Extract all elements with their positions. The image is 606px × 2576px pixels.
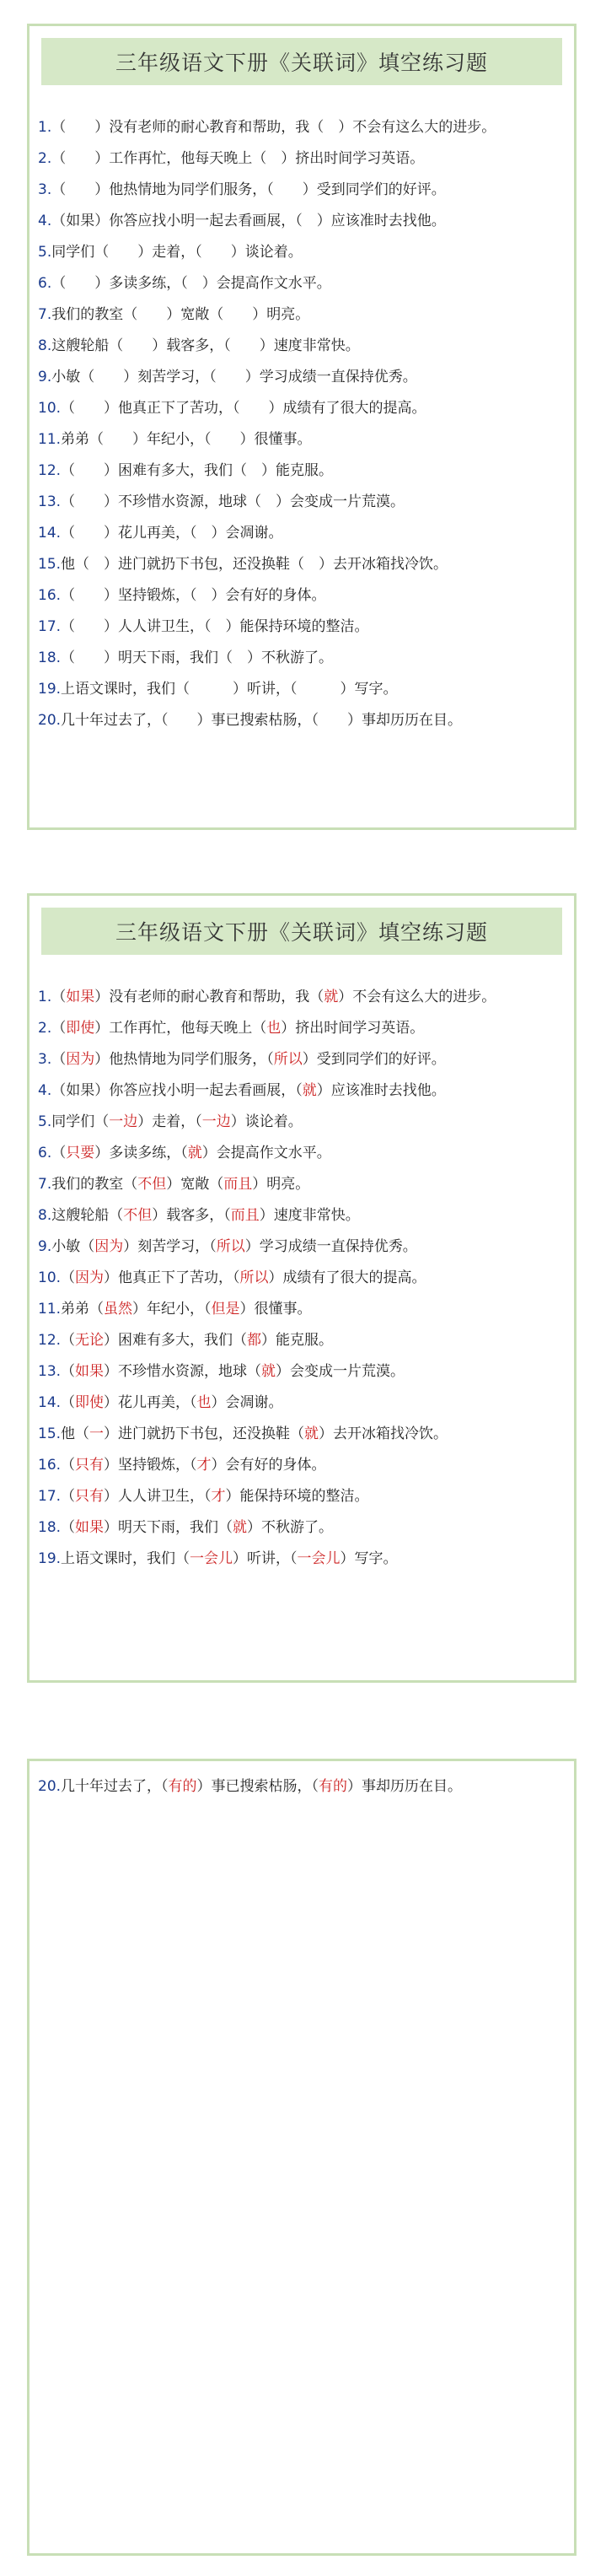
text-segment: （ ）他真正下了苦功，（ ）成绩有了很大的提高。 [61, 400, 426, 417]
item-number: 4. [38, 213, 52, 229]
question-item [38, 112, 566, 143]
item-number: 20. [38, 712, 62, 729]
question-item [38, 705, 566, 736]
item-text [51, 237, 566, 268]
text-segment: （ [51, 1051, 67, 1068]
item-number: 8. [38, 1207, 52, 1224]
text-segment: 弟弟（ ）年纪小，（ ）很懂事。 [61, 431, 312, 448]
text-segment: 小敏（ [51, 1238, 95, 1255]
text-segment: ）成绩有了很大的提高。 [268, 1269, 426, 1286]
answer-word: 而且 [230, 1207, 260, 1224]
item-number: 7. [38, 306, 52, 323]
item-number: 13. [38, 1363, 62, 1380]
item-text [61, 1294, 566, 1325]
item-number: 3. [38, 181, 52, 198]
answer-word: 如果 [75, 1519, 105, 1536]
answer-item [38, 1771, 566, 1803]
item-number: 15. [38, 1425, 62, 1442]
item-number: 12. [38, 1332, 62, 1349]
answer-word: 一边 [109, 1113, 138, 1130]
answer-word: 只有 [75, 1457, 105, 1474]
answer-word: 无论 [75, 1332, 105, 1349]
text-segment: ）没有老师的耐心教育和帮助，我（ [94, 989, 324, 1005]
item-text [51, 1044, 566, 1075]
question-item [38, 487, 566, 518]
text-segment: ）走着，（ [137, 1113, 202, 1130]
text-segment: ）能保持环境的整洁。 [225, 1488, 369, 1505]
item-number: 6. [38, 275, 52, 292]
text-segment: （ ）花儿再美，（ ）会凋谢。 [61, 525, 283, 542]
item-text [51, 1200, 566, 1231]
answer-word: 而且 [223, 1176, 253, 1193]
text-segment: ）花儿再美，（ [104, 1394, 197, 1411]
question-item [38, 393, 566, 424]
answer-word: 就 [304, 1425, 319, 1442]
item-number: 11. [38, 431, 62, 448]
item-text [61, 1481, 566, 1512]
text-segment: ）进门就扔下书包，还没换鞋（ [104, 1425, 305, 1442]
text-segment: （ [61, 1519, 76, 1536]
text-segment: 小敏（ ）刻苦学习，（ ）学习成绩一直保持优秀。 [51, 369, 417, 385]
text-segment: ）刻苦学习，（ [123, 1238, 217, 1255]
text-segment: （ ）坚持锻炼，（ ）会有好的身体。 [61, 587, 326, 604]
answer-word: 所以 [239, 1269, 269, 1286]
text-segment: （ ）没有老师的耐心教育和帮助，我（ ）不会有这么大的进步。 [51, 119, 496, 136]
question-item [38, 175, 566, 206]
question-item [38, 299, 566, 331]
answer-word: 有的 [319, 1778, 348, 1795]
item-number: 18. [38, 1519, 62, 1536]
item-text [61, 1356, 566, 1388]
text-segment: （ ）多读多练，（ ）会提高作文水平。 [51, 275, 331, 292]
item-text [61, 674, 566, 705]
item-text [61, 1388, 566, 1419]
item-number: 11. [38, 1301, 62, 1318]
text-segment: ）工作再忙，他每天晚上（ [94, 1020, 267, 1037]
item-text [61, 518, 566, 549]
text-segment: ）应该准时去找他。 [316, 1082, 446, 1099]
answer-word: 虽然 [104, 1301, 133, 1318]
item-number: 5. [38, 244, 52, 261]
answer-word: 如果 [75, 1363, 105, 1380]
item-text [51, 175, 566, 206]
text-segment: （如果）你答应找小明一起去看画展，（ [51, 1082, 303, 1099]
text-segment: （ [61, 1457, 76, 1474]
text-segment: ）听讲，（ [233, 1550, 298, 1567]
text-segment: ）载客多，（ [152, 1207, 231, 1224]
text-segment: 我们的教室（ ）宽敞（ ）明亮。 [51, 306, 310, 323]
answer-item [38, 1107, 566, 1138]
item-text [61, 549, 566, 580]
item-number: 14. [38, 1394, 62, 1411]
question-item [38, 206, 566, 237]
text-segment: （ ）他热情地为同学们服务，（ ）受到同学们的好评。 [51, 181, 446, 198]
text-segment: 他（ [61, 1425, 90, 1442]
text-segment: ）人人讲卫生，（ [104, 1488, 212, 1505]
item-number: 1. [38, 119, 52, 136]
item-text [51, 206, 566, 237]
answer-item [38, 1512, 566, 1544]
answer-card [27, 893, 577, 1683]
item-number: 17. [38, 618, 62, 635]
item-number: 1. [38, 989, 52, 1005]
text-segment: ）谈论着。 [230, 1113, 303, 1130]
text-segment: ）年纪小，（ [132, 1301, 212, 1318]
item-number: 4. [38, 1082, 52, 1099]
text-segment: 这艘轮船（ [51, 1207, 124, 1224]
question-item [38, 549, 566, 580]
answer-word: 有的 [168, 1778, 197, 1795]
text-segment: （ [61, 1332, 76, 1349]
answer-word: 只有 [75, 1488, 105, 1505]
item-number: 20. [38, 1778, 62, 1795]
item-text [51, 1231, 566, 1263]
item-text [61, 1771, 566, 1803]
answer-word: 一边 [201, 1113, 231, 1130]
text-segment: （ [61, 1363, 76, 1380]
text-segment: ）不会有这么大的进步。 [338, 989, 496, 1005]
item-number: 2. [38, 1020, 52, 1037]
item-number: 8. [38, 337, 52, 354]
text-segment: 上语文课时，我们（ ）听讲，（ ）写字。 [61, 681, 398, 698]
item-text [51, 268, 566, 299]
text-segment: ）会有好的身体。 [211, 1457, 326, 1474]
text-segment: ）会提高作文水平。 [201, 1145, 331, 1161]
item-number: 3. [38, 1051, 52, 1068]
answer-item [38, 1388, 566, 1419]
item-number: 7. [38, 1176, 52, 1193]
item-number: 16. [38, 1457, 62, 1474]
question-item [38, 424, 566, 455]
answer-item [38, 1200, 566, 1231]
text-segment: ）事已搜索枯肠，（ [196, 1778, 319, 1795]
answer-word: 一 [89, 1425, 105, 1442]
answer-word: 就 [302, 1082, 317, 1099]
answer-item [38, 1294, 566, 1325]
item-text [61, 1450, 566, 1481]
text-segment: （ ）不珍惜水资源，地球（ ）会变成一片荒漠。 [61, 493, 405, 510]
answer-item [38, 1075, 566, 1107]
question-item [38, 331, 566, 362]
text-segment: ）速度非常快。 [259, 1207, 360, 1224]
item-text [61, 705, 566, 736]
text-segment: （ [61, 1394, 76, 1411]
text-segment: ）困难有多大，我们（ [104, 1332, 248, 1349]
text-segment: （ [51, 1145, 67, 1161]
answer-word: 就 [324, 989, 339, 1005]
answer-item [38, 1325, 566, 1356]
item-number: 13. [38, 493, 62, 510]
text-segment: （ ）困难有多大，我们（ ）能克服。 [61, 462, 334, 479]
answer-card-continued [27, 1759, 577, 2556]
item-text [61, 424, 566, 455]
text-segment: ）学习成绩一直保持优秀。 [244, 1238, 417, 1255]
answer-item [38, 1169, 566, 1200]
item-text [61, 487, 566, 518]
item-number: 18. [38, 649, 62, 666]
answer-item [38, 1481, 566, 1512]
question-item [38, 674, 566, 705]
answer-item [38, 1231, 566, 1263]
item-number: 5. [38, 1113, 52, 1130]
item-text [51, 143, 566, 175]
answer-word: 因为 [94, 1238, 124, 1255]
text-segment: （如果）你答应找小明一起去看画展，（ ）应该准时去找他。 [51, 213, 446, 229]
answer-item [38, 1138, 566, 1169]
answer-word: 即使 [75, 1394, 105, 1411]
answer-item [38, 1544, 566, 1575]
answer-item [38, 1013, 566, 1044]
answer-word: 一会儿 [297, 1550, 341, 1567]
text-segment: ）不珍惜水资源，地球（ [104, 1363, 262, 1380]
item-text [61, 1544, 566, 1575]
item-number: 16. [38, 587, 62, 604]
item-text [51, 1107, 566, 1138]
item-text [51, 1013, 566, 1044]
text-segment: 他（ ）进门就扔下书包，还没换鞋（ ）去开冰箱找冷饮。 [61, 556, 448, 573]
question-item [38, 362, 566, 393]
answer-word: 所以 [273, 1051, 303, 1068]
answer-word: 不但 [123, 1207, 153, 1224]
text-segment: ）很懂事。 [239, 1301, 312, 1318]
worksheet-card [27, 24, 577, 830]
text-segment: ）坚持锻炼，（ [104, 1457, 197, 1474]
text-segment: ）他真正下了苦功，（ [104, 1269, 240, 1286]
answer-word: 就 [261, 1363, 276, 1380]
worksheet-title: 三年级语文下册《关联词》填空练习题 [41, 38, 562, 85]
text-segment: ）事却历历在目。 [347, 1778, 463, 1795]
text-segment: ）宽敞（ [166, 1176, 224, 1193]
item-number: 9. [38, 369, 52, 385]
text-segment: 我们的教室（ [51, 1176, 138, 1193]
answer-word: 才 [211, 1488, 226, 1505]
item-text [61, 1325, 566, 1356]
item-number: 12. [38, 462, 62, 479]
text-segment: （ ）工作再忙，他每天晚上（ ）挤出时间学习英语。 [51, 150, 425, 167]
question-item [38, 580, 566, 612]
text-segment: 这艘轮船（ ）载客多，（ ）速度非常快。 [51, 337, 360, 354]
item-text [51, 299, 566, 331]
item-text [51, 982, 566, 1013]
answer-word: 即使 [66, 1020, 95, 1037]
text-segment: （ [61, 1488, 76, 1505]
text-segment: ）会凋谢。 [211, 1394, 283, 1411]
answer-word: 也 [196, 1394, 212, 1411]
answer-word: 也 [266, 1020, 282, 1037]
text-segment: 几十年过去了，（ ）事已搜索枯肠，（ ）事却历历在目。 [61, 712, 463, 729]
text-segment: （ [51, 1020, 67, 1037]
answer-item [38, 982, 566, 1013]
text-segment: 同学们（ ）走着，（ ）谈论着。 [51, 244, 303, 261]
text-segment: ）明天下雨，我们（ [104, 1519, 233, 1536]
question-item [38, 518, 566, 549]
question-item [38, 237, 566, 268]
item-number: 15. [38, 556, 62, 573]
item-text [61, 612, 566, 643]
answer-item [38, 1419, 566, 1450]
text-segment: （ [51, 989, 67, 1005]
text-segment: 几十年过去了，（ [61, 1778, 169, 1795]
item-text [61, 455, 566, 487]
text-segment: ）多读多练，（ [94, 1145, 188, 1161]
answer-item [38, 1356, 566, 1388]
answer-item [38, 1450, 566, 1481]
text-segment: ）会变成一片荒漠。 [276, 1363, 405, 1380]
text-segment: ）写字。 [340, 1550, 398, 1567]
question-item [38, 143, 566, 175]
item-text [61, 393, 566, 424]
question-item [38, 455, 566, 487]
answer-item [38, 1263, 566, 1294]
text-segment: ）他热情地为同学们服务，（ [94, 1051, 274, 1068]
text-segment: （ ）人人讲卫生，（ ）能保持环境的整洁。 [61, 618, 369, 635]
answer-word: 不但 [137, 1176, 167, 1193]
answer-word: 因为 [75, 1269, 105, 1286]
item-text [61, 643, 566, 674]
text-segment: 上语文课时，我们（ [61, 1550, 190, 1567]
answer-word: 因为 [66, 1051, 95, 1068]
item-text [61, 1512, 566, 1544]
answer-list [38, 982, 566, 1575]
text-segment: ）不秋游了。 [247, 1519, 334, 1536]
text-segment: 弟弟（ [61, 1301, 105, 1318]
item-number: 9. [38, 1238, 52, 1255]
item-number: 17. [38, 1488, 62, 1505]
item-number: 6. [38, 1145, 52, 1161]
question-list [38, 112, 566, 736]
answer-word: 都 [247, 1332, 262, 1349]
answer-word: 才 [196, 1457, 212, 1474]
text-segment: ）受到同学们的好评。 [302, 1051, 446, 1068]
text-segment: ）挤出时间学习英语。 [281, 1020, 425, 1037]
item-text [51, 1075, 566, 1107]
item-text [51, 362, 566, 393]
answer-word: 就 [187, 1145, 202, 1161]
item-text [61, 1419, 566, 1450]
item-number: 19. [38, 681, 62, 698]
text-segment: ）明亮。 [252, 1176, 310, 1193]
question-item [38, 612, 566, 643]
item-number: 14. [38, 525, 62, 542]
answer-word: 但是 [211, 1301, 240, 1318]
item-number: 19. [38, 1550, 62, 1567]
question-item [38, 268, 566, 299]
text-segment: （ [61, 1269, 76, 1286]
text-segment: （ ）明天下雨，我们（ ）不秋游了。 [61, 649, 334, 666]
text-segment: 同学们（ [51, 1113, 110, 1130]
item-text [61, 1263, 566, 1294]
item-text [61, 580, 566, 612]
item-number: 2. [38, 150, 52, 167]
item-number: 10. [38, 1269, 62, 1286]
answer-word: 所以 [216, 1238, 245, 1255]
item-text [51, 112, 566, 143]
text-segment: ）去开冰箱找冷饮。 [319, 1425, 448, 1442]
item-text [51, 1169, 566, 1200]
answer-word: 如果 [66, 989, 95, 1005]
answer-title: 三年级语文下册《关联词》填空练习题 [41, 908, 562, 955]
answer-word: 就 [233, 1519, 248, 1536]
answer-word: 一会儿 [190, 1550, 233, 1567]
answer-word: 只要 [66, 1145, 95, 1161]
item-text [51, 331, 566, 362]
answer-item [38, 1044, 566, 1075]
question-item [38, 643, 566, 674]
answer-list-continued [38, 1771, 566, 1803]
item-text [51, 1138, 566, 1169]
item-number: 10. [38, 400, 62, 417]
text-segment: ）能克服。 [261, 1332, 334, 1349]
